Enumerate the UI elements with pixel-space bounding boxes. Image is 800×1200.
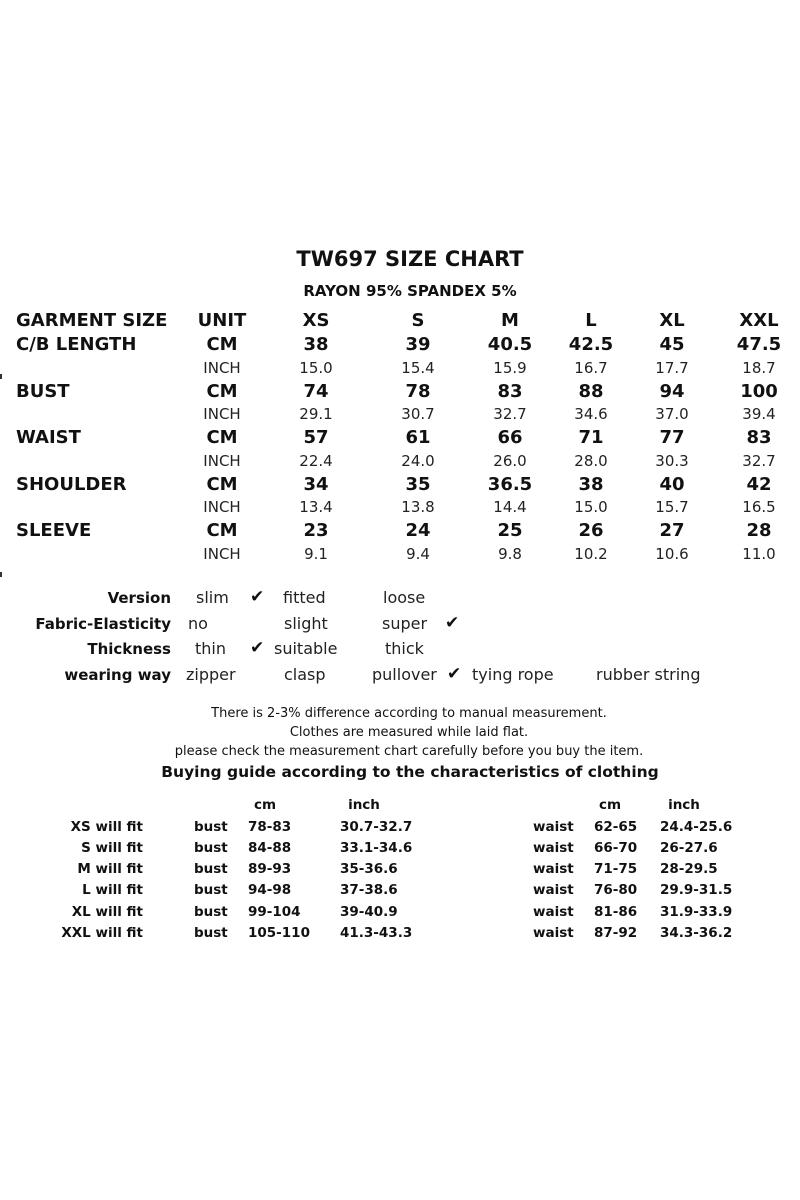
- bust-inch: 41.3-43.3: [340, 925, 413, 941]
- table-cell: 39: [405, 334, 431, 355]
- table-cell: 30.7: [401, 405, 435, 423]
- waist-label: waist: [533, 925, 574, 941]
- table-cell: 25: [497, 520, 523, 541]
- version-option-fitted: fitted: [283, 588, 326, 607]
- table-cell: 83: [746, 427, 772, 448]
- elasticity-option-slight: slight: [284, 614, 328, 633]
- version-option-loose: loose: [383, 588, 426, 607]
- table-cell: 24: [405, 520, 431, 541]
- waist-cm: 87-92: [594, 925, 638, 941]
- row-label-length: C/B LENGTH: [16, 334, 137, 355]
- table-cell: 39.4: [742, 405, 776, 423]
- bust-cm: 89-93: [248, 861, 292, 877]
- waist-inch: 34.3-36.2: [660, 925, 733, 941]
- table-cell: 88: [578, 381, 604, 402]
- table-cell: 40.5: [487, 334, 533, 355]
- table-cell: 40: [659, 474, 685, 495]
- table-cell: 10.2: [574, 545, 608, 563]
- table-cell: 32.7: [493, 405, 527, 423]
- wearing-option-tying-rope: tying rope: [472, 665, 554, 684]
- waist-cm: 71-75: [594, 861, 638, 877]
- wearing-way-label: wearing way: [64, 666, 171, 684]
- row-label-waist: WAIST: [16, 427, 81, 448]
- note-line: There is 2-3% difference according to manual measurement.: [211, 706, 607, 721]
- table-cell: 36.5: [487, 474, 533, 495]
- table-cell: 17.7: [655, 359, 689, 377]
- waist-cm: 81-86: [594, 904, 638, 920]
- row-label-shoulder: SHOULDER: [16, 474, 127, 495]
- bust-cm: 105-110: [248, 925, 310, 941]
- size-header-xl: XL: [659, 310, 685, 331]
- version-label: Version: [107, 589, 171, 607]
- table-cell: 74: [303, 381, 329, 402]
- check-icon: ✔: [250, 587, 265, 607]
- fit-label: L will fit: [82, 882, 143, 898]
- waist-label: waist: [533, 861, 574, 877]
- wearing-option-clasp: clasp: [284, 665, 326, 684]
- row-label-bust: BUST: [16, 381, 70, 402]
- size-header-l: L: [585, 310, 597, 331]
- guide-cm-header: cm: [253, 797, 277, 813]
- waist-label: waist: [533, 840, 574, 856]
- table-cell: 32.7: [742, 452, 776, 470]
- table-cell: 34.6: [574, 405, 608, 423]
- waist-inch: 26-27.6: [660, 840, 718, 856]
- fit-label: XXL will fit: [61, 925, 143, 941]
- table-cell: 57: [303, 427, 329, 448]
- thickness-option-thin: thin: [195, 639, 226, 658]
- waist-cm: 62-65: [594, 819, 638, 835]
- wearing-option-rubber-string: rubber string: [596, 665, 701, 684]
- bust-inch: 39-40.9: [340, 904, 398, 920]
- table-cell: 37.0: [655, 405, 689, 423]
- table-cell: 16.5: [742, 498, 776, 516]
- bust-cm: 84-88: [248, 840, 292, 856]
- bust-label: bust: [194, 840, 228, 856]
- table-cell: 13.8: [401, 498, 435, 516]
- table-cell: 15.0: [574, 498, 608, 516]
- table-cell: 16.7: [574, 359, 608, 377]
- unit-header: UNIT: [197, 310, 247, 331]
- waist-inch: 31.9-33.9: [660, 904, 733, 920]
- table-cell: 100: [740, 381, 778, 402]
- table-cell: 29.1: [299, 405, 333, 423]
- fit-label: S will fit: [81, 840, 143, 856]
- bust-label: bust: [194, 861, 228, 877]
- wearing-option-pullover: pullover: [372, 665, 437, 684]
- thickness-option-suitable: suitable: [274, 639, 338, 658]
- size-header-xs: XS: [302, 310, 330, 331]
- table-cell: 23: [303, 520, 329, 541]
- table-cell: 77: [659, 427, 685, 448]
- waist-label: waist: [533, 904, 574, 920]
- bust-inch: 37-38.6: [340, 882, 398, 898]
- table-cell: 42: [746, 474, 772, 495]
- table-cell: 26.0: [493, 452, 527, 470]
- table-cell: 34: [303, 474, 329, 495]
- table-cell: 24.0: [401, 452, 435, 470]
- bust-inch: 35-36.6: [340, 861, 398, 877]
- size-header-xxl: XXL: [739, 310, 779, 331]
- bust-cm: 99-104: [248, 904, 301, 920]
- table-cell: 9.8: [498, 545, 522, 563]
- unit-cm: CM: [206, 520, 238, 541]
- table-cell: 94: [659, 381, 685, 402]
- bust-label: bust: [194, 925, 228, 941]
- bust-label: bust: [194, 819, 228, 835]
- chart-title: TW697 SIZE CHART: [296, 247, 524, 271]
- table-cell: 47.5: [736, 334, 782, 355]
- table-cell: 9.4: [406, 545, 430, 563]
- edge-mark: [0, 374, 2, 379]
- unit-inch: INCH: [203, 359, 241, 377]
- table-cell: 71: [578, 427, 604, 448]
- table-cell: 66: [497, 427, 523, 448]
- unit-cm: CM: [206, 474, 238, 495]
- check-icon: ✔: [445, 613, 460, 633]
- note-line: please check the measurement chart carefully before you buy the item.: [174, 744, 644, 759]
- bust-inch: 33.1-34.6: [340, 840, 413, 856]
- unit-inch: INCH: [203, 545, 241, 563]
- waist-cm: 66-70: [594, 840, 638, 856]
- fit-label: XS will fit: [70, 819, 143, 835]
- table-cell: 15.9: [493, 359, 527, 377]
- table-cell: 28: [746, 520, 772, 541]
- unit-inch: INCH: [203, 405, 241, 423]
- thickness-label: Thickness: [87, 640, 171, 658]
- thickness-option-thick: thick: [385, 639, 424, 658]
- table-cell: 30.3: [655, 452, 689, 470]
- table-cell: 38: [303, 334, 329, 355]
- size-header-m: M: [501, 310, 519, 331]
- fabric-composition: RAYON 95% SPANDEX 5%: [303, 282, 517, 300]
- table-cell: 83: [497, 381, 523, 402]
- bust-label: bust: [194, 882, 228, 898]
- unit-inch: INCH: [203, 498, 241, 516]
- guide-inch-header: inch: [348, 797, 380, 813]
- waist-cm: 76-80: [594, 882, 638, 898]
- garment-size-header: GARMENT SIZE: [16, 310, 168, 331]
- table-cell: 61: [405, 427, 431, 448]
- table-cell: 38: [578, 474, 604, 495]
- waist-inch: 28-29.5: [660, 861, 718, 877]
- table-cell: 26: [578, 520, 604, 541]
- table-cell: 13.4: [299, 498, 333, 516]
- guide-cm-header: cm: [598, 797, 622, 813]
- table-cell: 28.0: [574, 452, 608, 470]
- unit-inch: INCH: [203, 452, 241, 470]
- unit-cm: CM: [206, 427, 238, 448]
- check-icon: ✔: [447, 664, 462, 684]
- row-label-sleeve: SLEEVE: [16, 520, 92, 541]
- bust-inch: 30.7-32.7: [340, 819, 413, 835]
- wearing-option-zipper: zipper: [186, 665, 236, 684]
- note-line: Clothes are measured while laid flat.: [289, 725, 529, 740]
- table-cell: 15.7: [655, 498, 689, 516]
- bust-label: bust: [194, 904, 228, 920]
- table-cell: 45: [659, 334, 685, 355]
- waist-inch: 29.9-31.5: [660, 882, 733, 898]
- unit-cm: CM: [206, 381, 238, 402]
- bust-cm: 78-83: [248, 819, 292, 835]
- elasticity-label: Fabric-Elasticity: [35, 615, 171, 633]
- waist-label: waist: [533, 882, 574, 898]
- edge-mark: [0, 572, 2, 577]
- fit-label: M will fit: [77, 861, 143, 877]
- table-cell: 18.7: [742, 359, 776, 377]
- table-cell: 15.0: [299, 359, 333, 377]
- table-cell: 11.0: [742, 545, 776, 563]
- table-cell: 42.5: [568, 334, 614, 355]
- unit-cm: CM: [206, 334, 238, 355]
- table-cell: 15.4: [401, 359, 435, 377]
- waist-inch: 24.4-25.6: [660, 819, 733, 835]
- bust-cm: 94-98: [248, 882, 292, 898]
- version-option-slim: slim: [196, 588, 229, 607]
- buying-guide-title: Buying guide according to the characteristics of clothing: [161, 763, 659, 781]
- table-cell: 35: [405, 474, 431, 495]
- elasticity-option-super: super: [382, 614, 428, 633]
- fit-label: XL will fit: [71, 904, 143, 920]
- table-cell: 22.4: [299, 452, 333, 470]
- table-cell: 10.6: [655, 545, 689, 563]
- size-header-s: S: [411, 310, 425, 331]
- waist-label: waist: [533, 819, 574, 835]
- check-icon: ✔: [250, 638, 265, 658]
- table-cell: 78: [405, 381, 431, 402]
- guide-inch-header: inch: [668, 797, 700, 813]
- table-cell: 14.4: [493, 498, 527, 516]
- table-cell: 9.1: [304, 545, 328, 563]
- table-cell: 27: [659, 520, 685, 541]
- elasticity-option-no: no: [188, 614, 208, 633]
